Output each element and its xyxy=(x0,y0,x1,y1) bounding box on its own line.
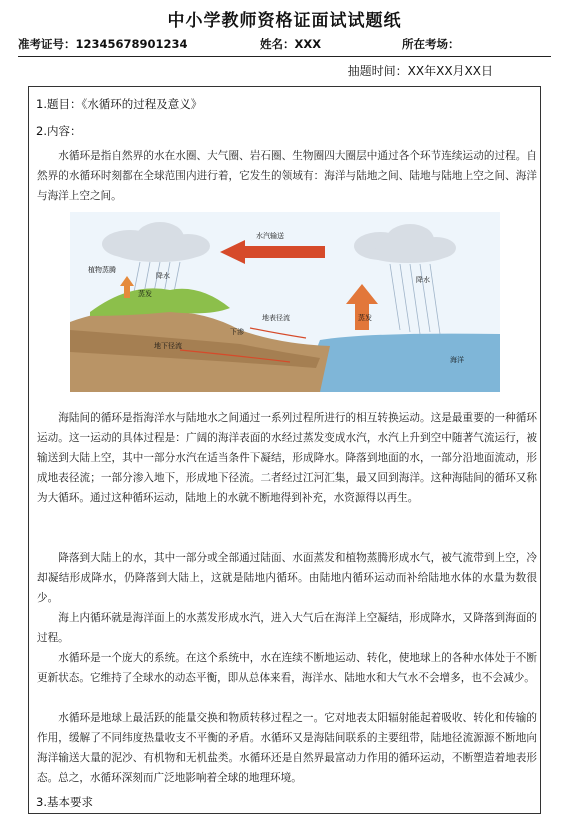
paragraph-sea-land-cycle: 海陆间的循环是指海洋水与陆地水之间通过一系列过程所进行的相互转换运动。这是最重要的一种循环运动。这一运动的具体过程是：广阔的海洋表面的水经过蒸发变成水汽，水汽上升到空中随著气流运行，被输送到大陆上空，其中一部分水汽在适当条件下凝结，形成降水。降落到地面的水，一部分沿地面流动，形成地表径流；一部分渗入地下，形成地下径流。二者经过江河汇集，最又回到海洋。这种海陆间的循环又称为大循环。通过这种循环运动，陆地上的水就不断地得到补充，水资源得以再生。 xyxy=(37,412,537,504)
candidate-name: 姓名：XXX xyxy=(260,37,322,51)
paragraph-land-cycle: 降落到大陆上的水，其中一部分或全部通过陆面、水面蒸发和植物蒸腾形成水气，被气流带到上空，冷却凝结形成降水，仍降落到大陆上，这就是陆地内循环。由陆地内循环运动而补给陆地水体的水量为数很少。 xyxy=(37,552,537,604)
ocean-area xyxy=(300,334,500,392)
label-infiltration: 下渗 xyxy=(230,328,244,336)
label-precip-sea: 降水 xyxy=(416,276,430,284)
paragraph-system: 水循环是一个庞大的系统。在这个系统中，水在连续不断地运动、转化，使地球上的各种水体处于不断更新状态。它维持了全球水的动态平衡，即从总体来看，海洋水、陆地水和大气水不会增多，也不会减少。 xyxy=(37,652,537,684)
label-plant-transpiration: 植物蒸腾 xyxy=(88,266,116,274)
header-divider xyxy=(18,56,551,57)
ticket-number: 准考证号：12345678901234 xyxy=(18,37,188,51)
label-vapor-transport: 水汽输送 xyxy=(256,232,284,240)
exam-paper-title: 中小学教师资格证面试试题纸 xyxy=(167,11,402,31)
candidate-info-row xyxy=(18,36,551,56)
label-ocean: 海洋 xyxy=(450,356,464,364)
label-surface-runoff: 地表径流 xyxy=(262,314,290,322)
requirements-label: 3.基本要求 xyxy=(36,795,93,809)
label-precip-land: 降水 xyxy=(156,272,170,280)
label-evaporation-sea: 蒸发 xyxy=(358,314,372,322)
exam-site: 所在考场： xyxy=(402,37,460,51)
topic-line: 1.题目：《水循环的过程及意义》 xyxy=(36,97,203,111)
draw-time: 抽题时间：XX年XX月XX日 xyxy=(347,64,493,78)
water-cycle-diagram xyxy=(70,212,500,392)
content-label: 2.内容： xyxy=(36,124,82,138)
paragraph-intro: 水循环是指自然界的水在水圈、大气圈、岩石圈、生物圈四大圈层中通过各个环节连续运动的过程。自然界的水循环时刻都在全球范围内进行着，它发生的领域有：海洋与陆地之间、陆地与陆地上空之间、海洋与海洋上空之间。 xyxy=(37,150,537,202)
label-evaporation-land: 蒸发 xyxy=(138,290,152,298)
paragraph-sea-cycle: 海上内循环就是海洋面上的水蒸发形成水汽，进入大气后在海洋上空凝结，形成降水，又降落到海面的过程。 xyxy=(37,612,537,644)
paragraph-significance: 水循环是地球上最活跃的能量交换和物质转移过程之一。它对地表太阳辐射能起着吸收、转化和传输的作用，缓解了不同纬度热量收支不平衡的矛盾。水循环又是海陆间联系的主要纽带，陆地径流源源不断地向海洋输送大量的泥沙、有机物和无机盐类。水循环还是自然界最富动力作用的循环运动，不断塑造着地表形态。总之，水循环深刻而广泛地影响着全球的地理环境。 xyxy=(37,712,537,784)
label-groundwater-runoff: 地下径流 xyxy=(154,342,182,350)
